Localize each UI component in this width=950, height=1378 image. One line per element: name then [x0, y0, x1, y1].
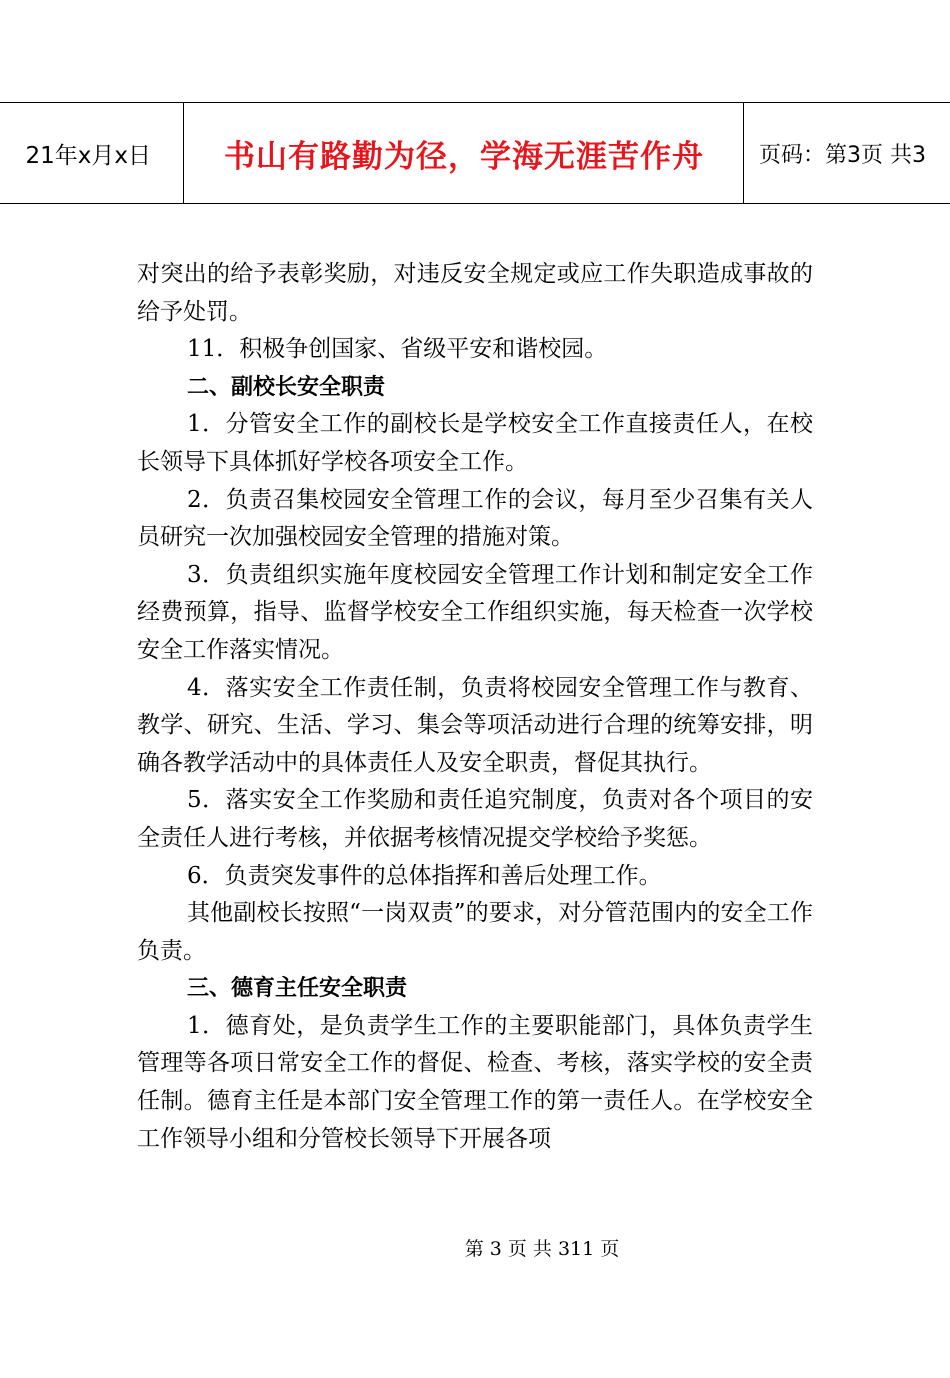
paragraph-continuation: 对突出的给予表彰奖励，对违反安全规定或应工作失职造成事故的给予处罚。: [137, 261, 813, 325]
paragraph-item: 3．负责组织实施年度校园安全管理工作计划和制定安全工作经费预算，指导、监督学校安全工作组织实施，每天检查一次学校安全工作落实情况。: [137, 561, 813, 663]
page-footer: 第 3 页 共 311 页: [464, 1238, 620, 1260]
header-motto: 书山有路勤为径，学海无涯苦作舟: [185, 103, 744, 203]
section-heading: 二、副校长安全职责: [187, 374, 386, 400]
header-page-info: 页码：第3页 共3: [759, 142, 926, 168]
paragraph-item: 11．积极争创国家、省级平安和谐校园。: [187, 336, 608, 363]
paragraph-item: 6．负责突发事件的总体指挥和善后处理工作。: [187, 862, 662, 889]
paragraph-item: 1．德育处，是负责学生工作的主要职能部门，具体负责学生管理等各项日常安全工作的督促、检查、考核，落实学校的安全责任制。德育主任是本部门安全管理工作的第一责任人。在学校安全工作领导小组和分管校长领导下开展各项: [137, 1012, 813, 1152]
section-heading: 三、德育主任安全职责: [187, 976, 408, 1002]
document-body: [137, 256, 813, 1158]
paragraph-item: 4．落实安全工作责任制，负责将校园安全管理工作与教育、教学、研究、生活、学习、集会等项活动进行合理的统筹安排，明确各教学活动中的具体责任人及安全职责，督促其执行。: [137, 674, 813, 776]
page-header: [0, 102, 950, 204]
paragraph-item: 其他副校长按照“一岗双责”的要求，对分管范围内的安全工作负责。: [137, 900, 813, 964]
paragraph-item: 5．落实安全工作奖励和责任追究制度，负责对各个项目的安全责任人进行考核，并依据考核情况提交学校给予奖惩。: [137, 787, 813, 851]
paragraph-item: 1．分管安全工作的副校长是学校安全工作直接责任人，在校长领导下具体抓好学校各项安全工作。: [137, 411, 813, 475]
paragraph-item: 2．负责召集校园安全管理工作的会议，每月至少召集有关人员研究一次加强校园安全管理的措施对策。: [137, 486, 813, 551]
header-date: 21年x月x日: [0, 103, 184, 203]
